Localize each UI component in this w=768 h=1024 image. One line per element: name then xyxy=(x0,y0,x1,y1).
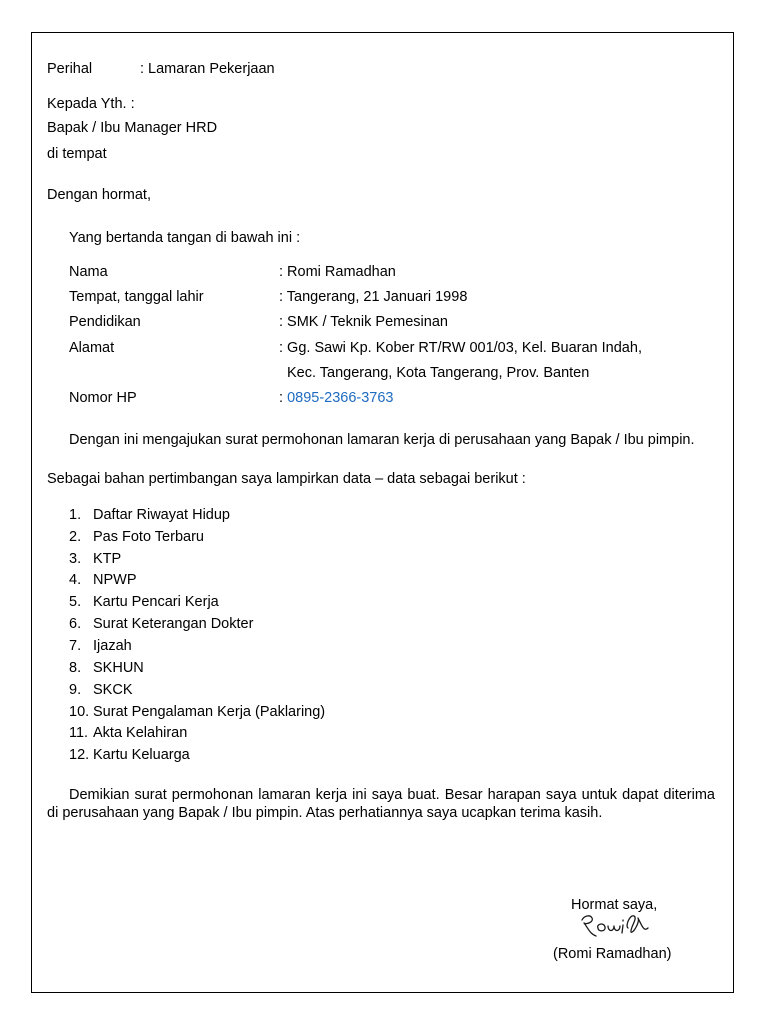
phone-colon: : xyxy=(279,390,288,406)
recipient-label: Kepada Yth. : xyxy=(47,96,135,112)
paragraph-closing: Demikian surat permohonan lamaran kerja ini saya buat. Besar harapan saya untuk dapat diterima di perusahaan yang Bapak / Ibu pimpin. Atas perhatiannya saya ucapkan terima kasih. xyxy=(47,787,715,821)
greeting: Dengan hormat, xyxy=(47,187,151,203)
recipient-name: Bapak / Ibu Manager HRD xyxy=(47,120,218,136)
list-item: Kartu Keluarga xyxy=(93,747,190,763)
list-item-number: 3. xyxy=(69,551,82,567)
list-item: Kartu Pencari Kerja xyxy=(93,594,219,610)
closing-salutation: Hormat saya, xyxy=(571,897,658,913)
recipient-place: di tempat xyxy=(47,146,107,162)
subject-label: Perihal xyxy=(47,61,93,77)
list-item-number: 9. xyxy=(69,682,82,698)
list-item-number: 4. xyxy=(69,572,82,588)
list-item-number: 5. xyxy=(69,594,82,610)
list-item-number: 6. xyxy=(69,616,82,632)
intro-text: Yang bertanda tangan di bawah ini : xyxy=(69,230,301,246)
subject-value: : Lamaran Pekerjaan xyxy=(140,61,275,77)
paragraph-request: Dengan ini mengajukan surat permohonan lamaran kerja di perusahaan yang Bapak / Ibu pimpin. xyxy=(69,432,695,448)
address-label: Alamat xyxy=(69,340,115,356)
list-item: Pas Foto Terbaru xyxy=(93,529,204,545)
list-item: NPWP xyxy=(93,572,137,588)
handwritten-signature xyxy=(576,908,656,942)
list-item: KTP xyxy=(93,551,122,567)
signer-name: (Romi Ramadhan) xyxy=(553,946,672,962)
name-label: Nama xyxy=(69,264,108,280)
list-item-number: 7. xyxy=(69,638,82,654)
paragraph-attachments-intro: Sebagai bahan pertimbangan saya lampirkan data – data sebagai berikut : xyxy=(47,471,526,487)
name-value: : Romi Ramadhan xyxy=(279,264,396,280)
phone-row xyxy=(279,389,394,407)
list-item-number: 12. xyxy=(69,747,90,763)
address-line-2: Kec. Tangerang, Kota Tangerang, Prov. Banten xyxy=(287,365,590,381)
list-item-number: 2. xyxy=(69,529,82,545)
list-item: Surat Keterangan Dokter xyxy=(93,616,254,632)
birth-label: Tempat, tanggal lahir xyxy=(69,289,204,305)
list-item-number: 8. xyxy=(69,660,82,676)
education-value: : SMK / Teknik Pemesinan xyxy=(279,314,448,330)
list-item: Daftar Riwayat Hidup xyxy=(93,507,230,523)
phone-number-link[interactable]: 0895-2366-3763 xyxy=(287,390,394,406)
list-item: Akta Kelahiran xyxy=(93,725,188,741)
birth-value: : Tangerang, 21 Januari 1998 xyxy=(279,289,468,305)
list-item: SKHUN xyxy=(93,660,144,676)
list-item-number: 10. xyxy=(69,704,90,720)
list-item-number: 11. xyxy=(69,725,89,741)
list-item: Ijazah xyxy=(93,638,132,654)
phone-label: Nomor HP xyxy=(69,390,137,406)
list-item-number: 1. xyxy=(69,507,82,523)
list-item: Surat Pengalaman Kerja (Paklaring) xyxy=(93,704,326,720)
list-item: SKCK xyxy=(93,682,133,698)
education-label: Pendidikan xyxy=(69,314,141,330)
address-line-1: : Gg. Sawi Kp. Kober RT/RW 001/03, Kel. Buaran Indah, xyxy=(279,340,642,356)
